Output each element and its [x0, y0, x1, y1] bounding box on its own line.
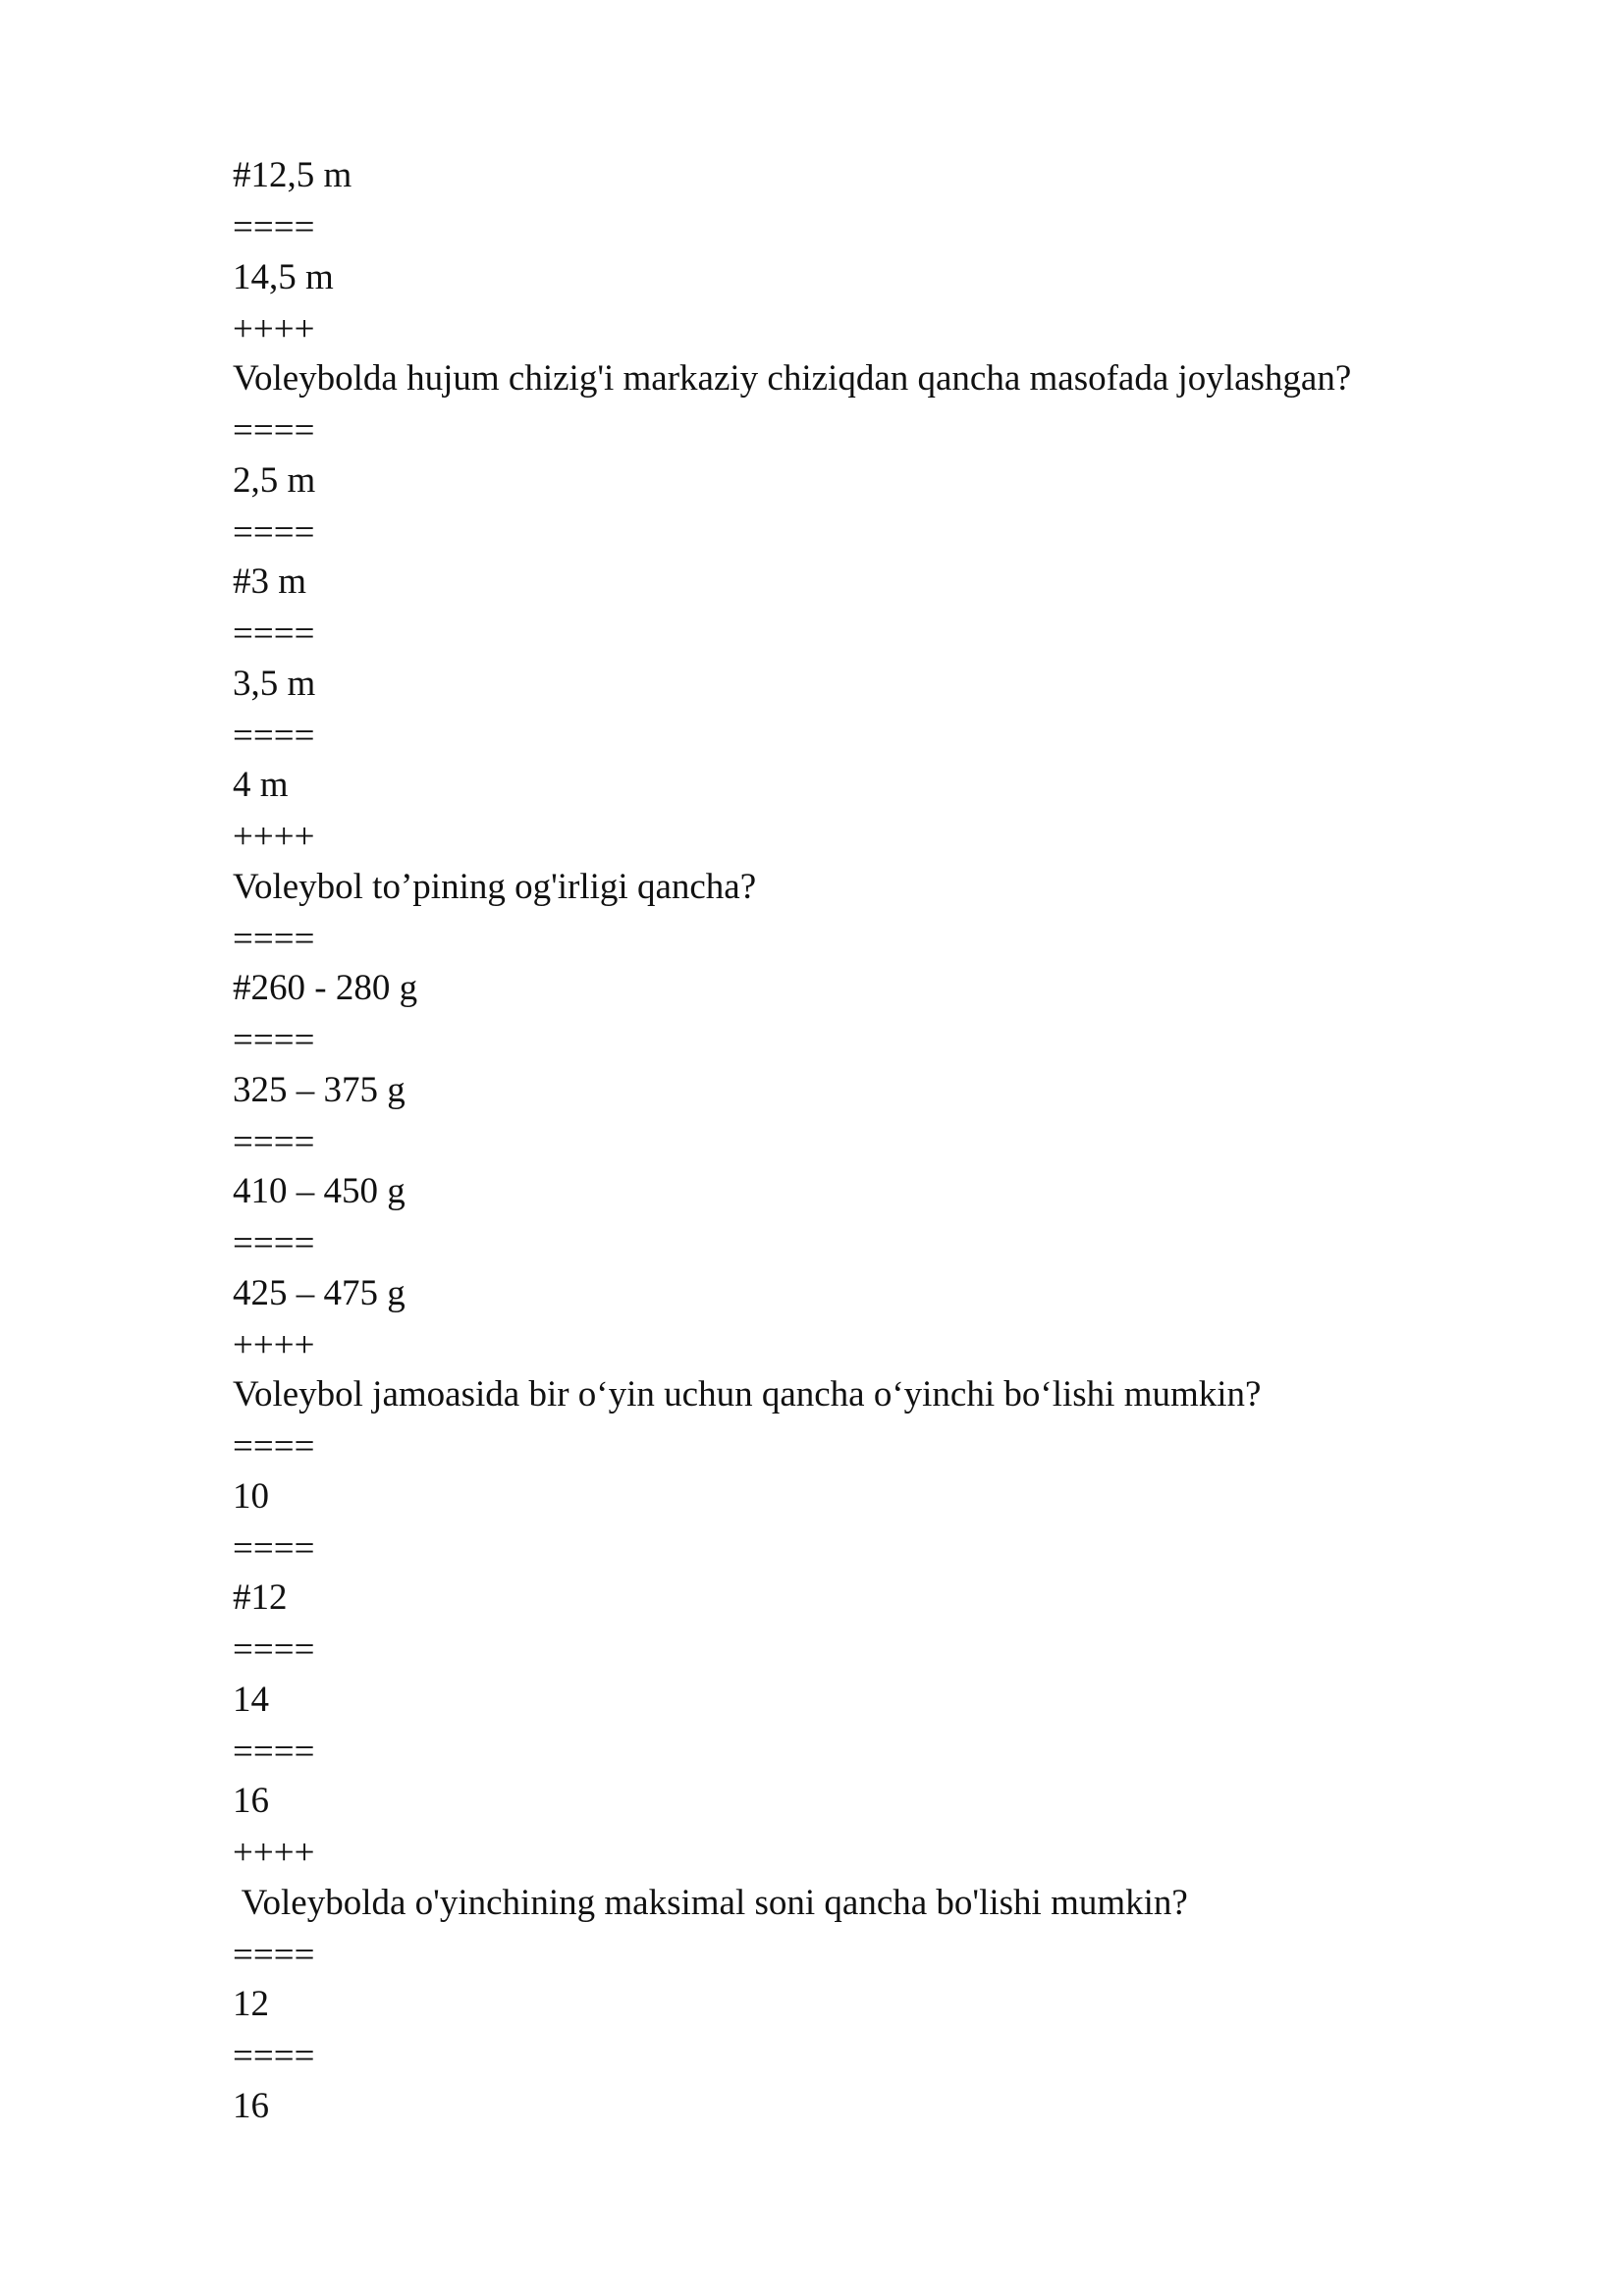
answer-option — [233, 1775, 1509, 1877]
line-text: 410 – 450 g — [233, 1171, 406, 1211]
question-text: Voleybolda o'yinchining maksimal soni qancha bo'lishi mumkin? — [233, 1882, 1188, 1923]
answer-option — [233, 658, 1509, 760]
answer-option — [233, 251, 1509, 353]
answer-option-correct — [233, 962, 1509, 1064]
answer-option — [233, 1267, 1509, 1369]
answer-option — [233, 2080, 1509, 2182]
question-text: Voleybol to’pining og'irligi qancha? — [233, 866, 757, 907]
question-text: Voleybol jamoasida bir o‘yin uchun qancha o‘yinchi bo‘lishi mumkin? — [233, 1374, 1262, 1415]
option-separator: ==== — [233, 1934, 315, 1975]
option-separator: ==== — [233, 1020, 315, 1060]
option-separator: ==== — [233, 1731, 315, 1772]
question — [233, 352, 1509, 454]
option-separator: ==== — [233, 1426, 315, 1467]
answer-option — [233, 1674, 1509, 1776]
line-text: 4 m — [233, 765, 289, 805]
option-separator: ==== — [233, 918, 315, 959]
line-text: 12 — [233, 1984, 269, 2024]
answer-option-correct — [233, 1572, 1509, 1674]
line-text: #12,5 m — [233, 155, 352, 195]
answer-option-correct — [233, 149, 1509, 251]
option-separator: ==== — [233, 2036, 315, 2076]
line-text: 16 — [233, 1781, 269, 1821]
answer-option — [233, 759, 1509, 861]
option-separator: ==== — [233, 207, 315, 247]
option-separator: ==== — [233, 1527, 315, 1569]
line-text: 10 — [233, 1475, 269, 1517]
question-separator: ++++ — [233, 308, 315, 349]
line-text: 3,5 m — [233, 663, 316, 704]
answer-option — [233, 454, 1509, 557]
option-separator: ==== — [233, 1121, 315, 1162]
option-separator: ==== — [233, 511, 315, 553]
question — [233, 1368, 1509, 1470]
line-text: 325 – 375 g — [233, 1069, 406, 1110]
option-separator: ==== — [233, 715, 315, 756]
question-separator: ++++ — [233, 817, 315, 857]
answer-option — [233, 1470, 1509, 1573]
line-text: 14 — [233, 1679, 269, 1720]
line-text: 16 — [233, 2085, 269, 2126]
question-separator: ++++ — [233, 1324, 315, 1365]
line-text: #12 — [233, 1577, 288, 1618]
option-separator: ==== — [233, 614, 315, 654]
question — [233, 1877, 1509, 1979]
option-separator: ==== — [233, 1223, 315, 1263]
option-separator: ==== — [233, 410, 315, 451]
question — [233, 861, 1509, 963]
answer-option — [233, 1064, 1509, 1166]
question-separator: ++++ — [233, 1833, 315, 1873]
line-text: 14,5 m — [233, 256, 334, 297]
answer-option-correct — [233, 556, 1509, 658]
document-page — [233, 149, 1509, 2181]
line-text: #260 - 280 g — [233, 968, 418, 1008]
option-separator: ==== — [233, 1629, 315, 1670]
line-text: 2,5 m — [233, 459, 316, 501]
question-text: Voleybolda hujum chizig'i markaziy chiziqdan qancha masofada joylashgan? — [233, 358, 1352, 399]
answer-option — [233, 1978, 1509, 2080]
answer-option — [233, 1165, 1509, 1267]
line-text: 425 – 475 g — [233, 1272, 406, 1313]
line-text: #3 m — [233, 561, 307, 602]
